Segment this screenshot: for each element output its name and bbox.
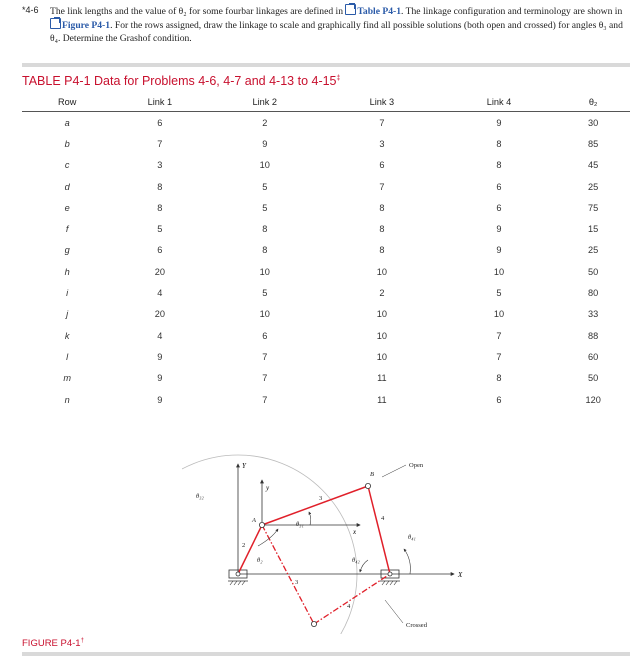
link-3-open (262, 486, 368, 525)
row-label: c (64, 160, 70, 171)
column-header: Link 1 (112, 92, 207, 112)
row-label: k (64, 330, 70, 341)
column-header: Row (22, 92, 112, 112)
table-row (22, 197, 630, 218)
figure-reference-link[interactable]: Figure P4-1 (62, 20, 111, 32)
table-cell: 10 (259, 266, 270, 277)
table-row (22, 304, 630, 325)
column-header: θ₂ (556, 92, 630, 112)
axis-label-x: x (353, 528, 357, 536)
data-table (22, 92, 630, 410)
table-cell: 9 (496, 117, 502, 128)
joint-b-open (365, 483, 370, 488)
table-cell: 5 (262, 202, 268, 213)
table-cell: 20 (154, 266, 165, 277)
table-cell: 7 (262, 373, 268, 384)
table-cell: 11 (377, 373, 387, 384)
table-row (22, 282, 630, 303)
label-link3-crossed: 3 (295, 579, 299, 586)
table-cell: 10 (259, 160, 270, 171)
table-cell: 120 (585, 394, 601, 405)
row-label: n (64, 394, 70, 405)
table-cell: 9 (157, 351, 163, 362)
label-theta2: θ₂ (257, 557, 263, 564)
table-row (22, 346, 630, 367)
table-title: TABLE P4-1 Data for Problems 4-6, 4-7 and 4-13 to 4-15‡ (22, 74, 341, 88)
label-open: Open (409, 462, 424, 469)
table-cell: 9 (157, 373, 163, 384)
table-cell: 11 (377, 394, 387, 405)
table-cell: 5 (157, 224, 163, 235)
table-cell: 45 (588, 160, 599, 171)
table-cell: 15 (588, 224, 599, 235)
table-cell: 75 (588, 202, 599, 213)
axis-label-y: y (266, 484, 270, 492)
link-3-crossed (262, 525, 314, 624)
label-B: B (370, 471, 374, 478)
table-cell: 33 (588, 309, 599, 320)
leader-open (382, 465, 406, 477)
row-label: e (64, 202, 70, 213)
column-header: Link 2 (207, 92, 322, 112)
table-cell: 6 (157, 117, 163, 128)
leader-crossed (385, 600, 403, 623)
label-theta3-1: θ₃₁ (296, 521, 304, 528)
label-link3: 3 (319, 495, 323, 502)
table-cell: 8 (157, 202, 163, 213)
table-cell: 10 (493, 266, 505, 277)
link-4-open (368, 486, 390, 574)
label-theta4-1: θ₄₁ (408, 534, 416, 541)
table-cell: 5 (262, 181, 268, 192)
problem-text: The link lengths and the value of θ₂ for some fourbar linkages are defined in Table P4-1. The linkage configuration and terminology are shown in Figure P4-1. For the rows assigned, draw the linkage to scale and graphically find all possible solutions (both open and crossed) for angles θ₃ and θ₄. Determine the Grashof condition. (50, 6, 623, 45)
pivot-o4 (388, 572, 392, 576)
external-link-icon (50, 18, 61, 29)
table-row (22, 155, 630, 176)
table-cell: 50 (588, 266, 599, 277)
table-cell: 10 (376, 266, 387, 277)
link-2 (238, 525, 262, 574)
table-cell: 6 (379, 160, 385, 171)
axis-label-X: X (458, 571, 463, 579)
table-cell: 8 (496, 138, 502, 149)
theta3-1-arc (309, 512, 311, 525)
table-cell: 7 (262, 394, 268, 405)
table-cell: 8 (379, 202, 385, 213)
label-A: A (252, 517, 256, 524)
table-cell: 7 (379, 181, 385, 192)
table-cell: 2 (262, 117, 268, 128)
table-cell: 9 (262, 138, 268, 149)
table-cell: 30 (588, 117, 599, 128)
table-cell: 8 (379, 245, 385, 256)
table-header-row (22, 92, 630, 112)
table-row (22, 325, 630, 346)
label-link4: 4 (381, 515, 385, 522)
table-row (22, 240, 630, 261)
table-cell: 8 (379, 224, 385, 235)
table-cell: 8 (262, 245, 268, 256)
table-cell: 4 (157, 288, 163, 299)
table-cell: 5 (496, 288, 502, 299)
table-cell: 10 (376, 330, 387, 341)
table-cell: 10 (376, 309, 387, 320)
problem-number: *4-6 (22, 5, 39, 15)
table-cell: 5 (262, 288, 268, 299)
label-theta4-2: θ₄₂ (352, 557, 360, 564)
table-cell: 10 (259, 309, 270, 320)
table-cell: 6 (496, 394, 502, 405)
table-cell: 6 (262, 330, 268, 341)
table-cell: 3 (379, 138, 385, 149)
table-cell: 80 (588, 288, 599, 299)
table-cell: 10 (376, 351, 387, 362)
table-cell: 7 (157, 138, 163, 149)
row-label: l (66, 351, 69, 362)
table-cell: 60 (588, 351, 599, 362)
table-cell: 20 (154, 309, 165, 320)
table-cell: 9 (496, 245, 502, 256)
link-4-crossed (314, 574, 390, 624)
row-label: j (66, 309, 69, 320)
column-header: Link 3 (322, 92, 442, 112)
table-cell: 7 (262, 351, 268, 362)
table-cell: 85 (588, 138, 599, 149)
row-label: h (64, 266, 70, 277)
row-label: m (63, 373, 71, 384)
table-cell: 50 (588, 373, 599, 384)
table-cell: 7 (496, 330, 502, 341)
table-cell: 8 (157, 181, 163, 192)
table-row (22, 389, 630, 410)
table-cell: 88 (588, 330, 599, 341)
table-cell: 6 (157, 245, 163, 256)
section-divider (22, 63, 630, 67)
table-row (22, 218, 630, 239)
table-cell: 7 (496, 351, 502, 362)
fourbar-linkage-diagram (182, 434, 472, 634)
bottom-divider (22, 652, 630, 656)
table-cell: 9 (496, 224, 502, 235)
table-row (22, 261, 630, 282)
label-theta3-2: θ₃₂ (196, 493, 204, 500)
pivot-o2 (236, 572, 240, 576)
joint-b-crossed (311, 621, 316, 626)
table-row (22, 112, 630, 134)
table-cell: 8 (496, 373, 502, 384)
row-label: f (65, 224, 69, 235)
table-cell: 2 (379, 288, 385, 299)
table-row (22, 368, 630, 389)
table-cell: 8 (496, 160, 502, 171)
label-crossed: Crossed (406, 622, 427, 629)
column-header: Link 4 (442, 92, 557, 112)
table-cell: 8 (262, 224, 268, 235)
table-cell: 9 (157, 394, 163, 405)
table-cell: 7 (379, 117, 385, 128)
row-label: d (64, 181, 70, 192)
label-link2: 2 (242, 542, 246, 549)
table-row (22, 176, 630, 197)
table-cell: 3 (157, 160, 163, 171)
joint-a (259, 522, 264, 527)
theta4-1-arc (404, 549, 410, 574)
row-label: b (64, 138, 70, 149)
problem-statement (22, 4, 634, 46)
table-cell: 10 (493, 309, 505, 320)
external-link-icon (345, 4, 356, 15)
label-link4-crossed: 4 (347, 603, 351, 610)
figure-caption: FIGURE P4-1† (22, 638, 84, 650)
row-label: g (64, 245, 70, 256)
row-label: i (66, 288, 69, 299)
table-cell: 4 (157, 330, 163, 341)
theta4-2-arc (360, 560, 368, 572)
table-row (22, 133, 630, 154)
crank-circle (182, 455, 357, 634)
table-reference-link[interactable]: Table P4-1 (357, 6, 402, 17)
axis-label-Y: Y (242, 462, 246, 470)
table-cell: 25 (588, 181, 599, 192)
table-cell: 6 (496, 202, 502, 213)
table-cell: 25 (588, 245, 599, 256)
row-label: a (64, 117, 70, 128)
table-cell: 6 (496, 181, 502, 192)
